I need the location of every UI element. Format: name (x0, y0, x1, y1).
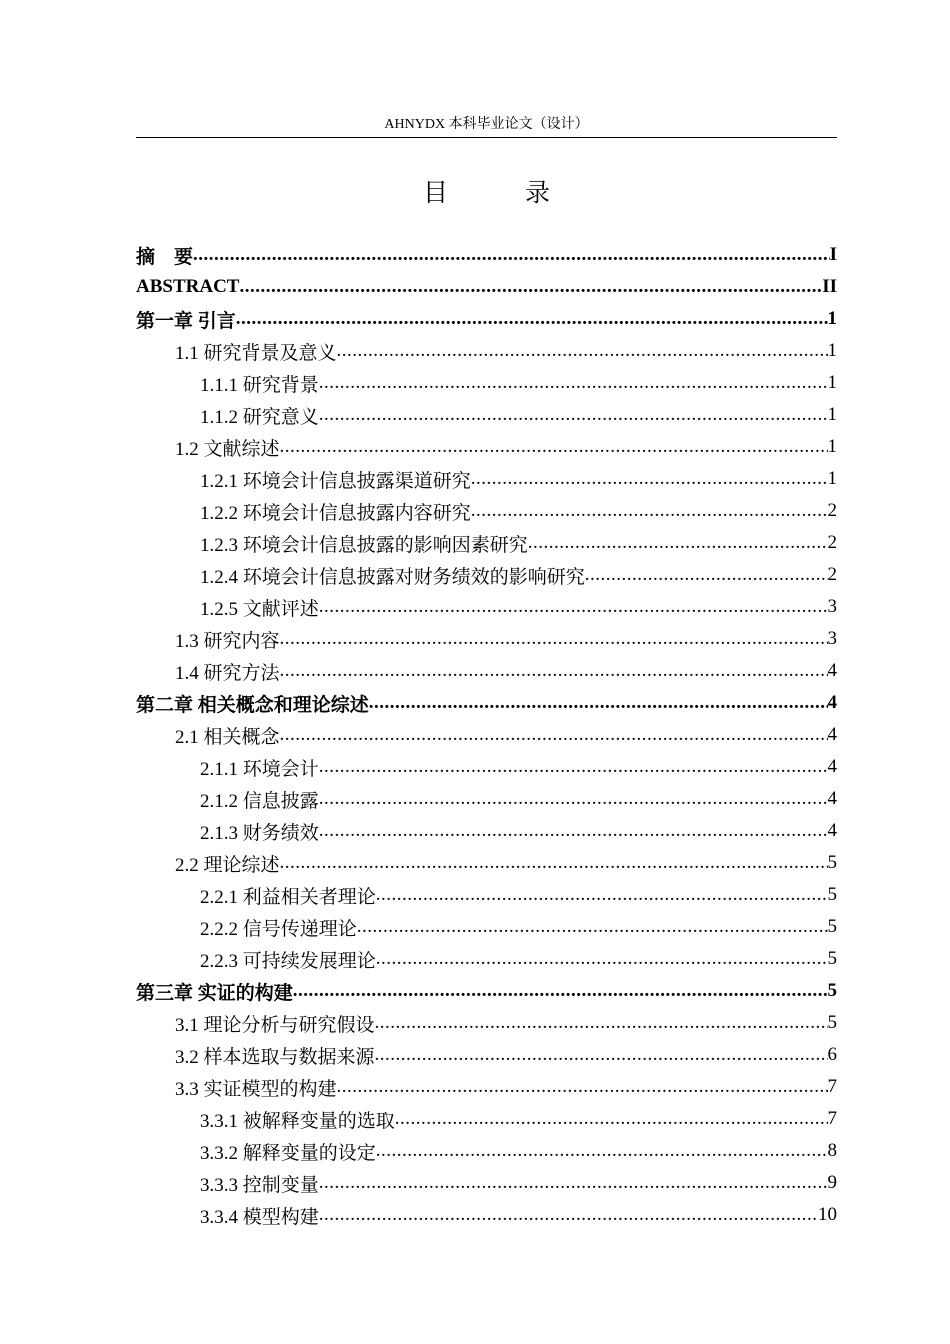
toc-entry[interactable] (136, 815, 837, 847)
toc-entry-page: 4 (827, 660, 837, 681)
toc-entry-label: 3.3.3 控制变量 (200, 1174, 319, 1196)
toc-entry-page: 10 (818, 1204, 837, 1225)
toc-entry-label: 3.2 样本选取与数据来源 (175, 1046, 375, 1068)
toc-entry-label: 1.4 研究方法 (175, 662, 280, 684)
toc-entry-label: 1.2.1 环境会计信息披露渠道研究 (200, 470, 471, 492)
toc-entry[interactable] (136, 911, 837, 943)
header-divider (136, 137, 837, 138)
toc-entry-label: 3.3 实证模型的构建 (175, 1078, 337, 1100)
toc-leader-dots (369, 692, 828, 714)
toc-entry-label: 第二章 相关概念和理论综述 (136, 694, 369, 716)
toc-entry[interactable] (136, 783, 837, 815)
toc-leader-dots (337, 1076, 828, 1098)
toc-entry[interactable] (136, 271, 837, 303)
toc-leader-dots (376, 884, 828, 906)
toc-entry-label: 1.2.5 文献评述 (200, 598, 319, 620)
toc-entry-label: 3.3.1 被解释变量的选取 (200, 1110, 395, 1132)
toc-leader-dots (376, 948, 828, 970)
toc-entry[interactable] (136, 1199, 837, 1231)
toc-entry-page: 1 (827, 308, 837, 329)
toc-leader-dots (375, 1044, 828, 1066)
toc-entry[interactable] (136, 719, 837, 751)
toc-leader-dots (193, 244, 830, 266)
toc-entry-label: 2.2.3 可持续发展理论 (200, 950, 376, 972)
toc-entry-page: 4 (827, 756, 837, 777)
toc-entry[interactable] (136, 1007, 837, 1039)
toc-leader-dots (319, 404, 828, 426)
toc-entry[interactable] (136, 559, 837, 591)
toc-entry-page: 7 (827, 1076, 837, 1097)
toc-leader-dots (528, 532, 828, 554)
toc-leader-dots (376, 1140, 828, 1162)
toc-leader-dots (357, 916, 828, 938)
toc-entry[interactable] (136, 1103, 837, 1135)
toc-entry-label: 2.2.1 利益相关者理论 (200, 886, 376, 908)
toc-leader-dots (319, 372, 828, 394)
toc-leader-dots (395, 1108, 828, 1130)
toc-leader-dots (280, 724, 828, 746)
toc-leader-dots (280, 852, 828, 874)
toc-entry-label: 3.1 理论分析与研究假设 (175, 1014, 375, 1036)
toc-leader-dots (236, 308, 828, 330)
toc-entry-page: 1 (827, 404, 837, 425)
toc-entry[interactable] (136, 623, 837, 655)
toc-entry[interactable] (136, 1167, 837, 1199)
toc-entry[interactable] (136, 335, 837, 367)
toc-entry[interactable] (136, 303, 837, 335)
toc-entry[interactable] (136, 751, 837, 783)
toc-entry-label: 1.1.1 研究背景 (200, 374, 319, 396)
toc-entry[interactable] (136, 975, 837, 1007)
toc-entry-label: ABSTRACT (136, 276, 240, 297)
toc-entry-page: 5 (827, 1012, 837, 1033)
toc-leader-dots (471, 500, 828, 522)
toc-entry-page: 3 (827, 628, 837, 649)
toc-entry-label: 1.2 文献综述 (175, 438, 280, 460)
page-title: 目 录 (422, 180, 576, 207)
toc-leader-dots (280, 436, 828, 458)
toc-leader-dots (337, 340, 828, 362)
toc-entry-label: 2.2 理论综述 (175, 854, 280, 876)
toc-entry-page: 4 (827, 820, 837, 841)
toc-leader-dots (319, 1172, 828, 1194)
toc-entry-page: 1 (827, 340, 837, 361)
toc-entry-page: 7 (827, 1108, 837, 1129)
toc-leader-dots (239, 276, 822, 298)
table-of-contents (136, 239, 837, 1231)
toc-entry-label: 1.1 研究背景及意义 (175, 342, 337, 364)
toc-entry-label: 2.1.3 财务绩效 (200, 822, 319, 844)
toc-entry-label: 3.3.2 解释变量的设定 (200, 1142, 376, 1164)
toc-leader-dots (375, 1012, 828, 1034)
toc-entry-page: 5 (827, 948, 837, 969)
toc-entry-page: 1 (827, 436, 837, 457)
toc-entry[interactable] (136, 399, 837, 431)
toc-entry-page: 5 (827, 916, 837, 937)
toc-entry-page: 3 (827, 596, 837, 617)
toc-entry[interactable] (136, 495, 837, 527)
toc-entry-page: 2 (827, 500, 837, 521)
toc-entry-page: 9 (827, 1172, 837, 1193)
page-header: AHNYDX 本科毕业论文（设计） (384, 117, 589, 132)
toc-entry[interactable] (136, 591, 837, 623)
toc-entry-label: 1.2.3 环境会计信息披露的影响因素研究 (200, 534, 528, 556)
toc-entry[interactable] (136, 431, 837, 463)
toc-entry[interactable] (136, 1135, 837, 1167)
toc-entry-page: 4 (827, 788, 837, 809)
toc-entry-label: 2.1.2 信息披露 (200, 790, 319, 812)
toc-entry-page: 2 (827, 532, 837, 553)
toc-entry-label: 2.1.1 环境会计 (200, 758, 319, 780)
toc-entry-page: 4 (827, 724, 837, 745)
toc-leader-dots (471, 468, 828, 490)
toc-entry[interactable] (136, 1039, 837, 1071)
toc-entry-page: 1 (827, 468, 837, 489)
toc-entry[interactable] (136, 527, 837, 559)
toc-entry-label: 1.3 研究内容 (175, 630, 280, 652)
toc-entry-label: 1.1.2 研究意义 (200, 406, 319, 428)
toc-entry[interactable] (136, 687, 837, 719)
toc-entry[interactable] (136, 1071, 837, 1103)
toc-entry[interactable] (136, 655, 837, 687)
toc-entry[interactable] (136, 879, 837, 911)
toc-entry[interactable] (136, 943, 837, 975)
toc-entry-label: 第一章 引言 (136, 310, 236, 332)
toc-entry-label: 第三章 实证的构建 (136, 982, 293, 1004)
toc-leader-dots (319, 788, 828, 810)
toc-entry-page: II (822, 276, 837, 297)
toc-leader-dots (319, 596, 828, 618)
toc-entry[interactable] (136, 463, 837, 495)
toc-leader-dots (280, 660, 828, 682)
toc-entry-page: 6 (827, 1044, 837, 1065)
toc-leader-dots (280, 628, 828, 650)
toc-entry-label: 2.2.2 信号传递理论 (200, 918, 357, 940)
toc-entry-label: 2.1 相关概念 (175, 726, 280, 748)
toc-leader-dots (319, 756, 828, 778)
toc-entry-label: 1.2.2 环境会计信息披露内容研究 (200, 502, 471, 524)
toc-entry[interactable] (136, 367, 837, 399)
toc-entry[interactable] (136, 239, 837, 271)
toc-entry-page: 8 (827, 1140, 837, 1161)
toc-entry-page: 5 (827, 980, 837, 1001)
toc-entry[interactable] (136, 847, 837, 879)
toc-entry-page: 5 (827, 852, 837, 873)
toc-entry-label: 摘 要 (136, 246, 194, 268)
toc-entry-page: I (829, 244, 837, 265)
toc-entry-label: 1.2.4 环境会计信息披露对财务绩效的影响研究 (200, 566, 585, 588)
toc-leader-dots (319, 820, 828, 842)
toc-entry-page: 1 (827, 372, 837, 393)
toc-entry-page: 5 (827, 884, 837, 905)
toc-leader-dots (319, 1204, 818, 1226)
toc-entry-label: 3.3.4 模型构建 (200, 1206, 319, 1228)
toc-entry-page: 4 (827, 692, 837, 713)
toc-leader-dots (293, 980, 828, 1002)
toc-leader-dots (585, 564, 828, 586)
toc-entry-page: 2 (827, 564, 837, 585)
